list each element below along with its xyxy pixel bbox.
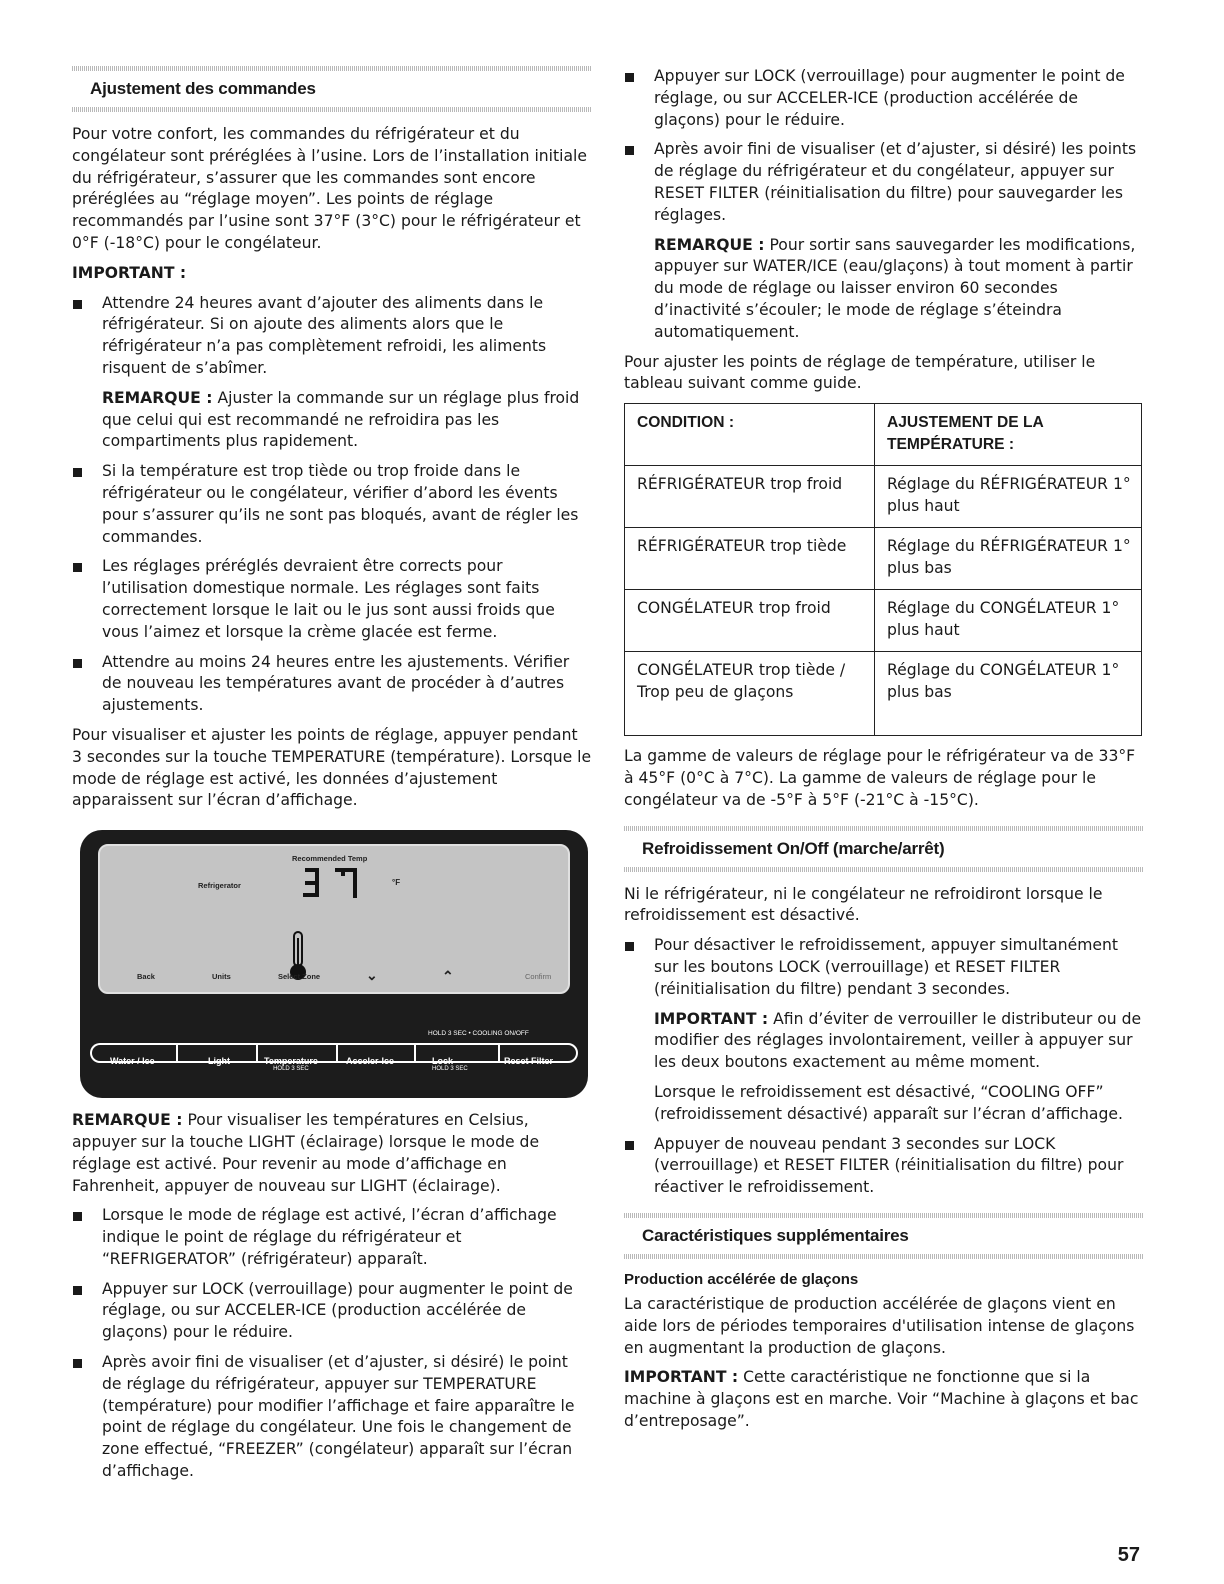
section-title: Refroidissement On/Off (marche/arrêt) bbox=[642, 838, 945, 858]
select-zone-button[interactable]: Select Zone bbox=[278, 972, 321, 982]
table-cell: Réglage du RÉFRIGÉRATEUR 1° plus bas bbox=[875, 528, 1142, 590]
important-paragraph: IMPORTANT : Cette caractéristique ne fonctionne que si la machine à glaçons est en marche. Voir “Machine à glaçons et bac d’entreposage”. bbox=[624, 1368, 1139, 1430]
table-cell: CONGÉLATEUR trop froid bbox=[625, 590, 875, 652]
paragraph: Ni le réfrigérateur, ni le congélateur ne refroidiront lorsque le refroidissement est désactivé. bbox=[624, 884, 1103, 925]
temperature-guide-table bbox=[624, 403, 1142, 736]
range-paragraph: La gamme de valeurs de réglage pour le réfrigérateur va de 33°F à 45°F (0°C à 7°C). La gamme de valeurs de réglage pour le congélateur va de -5°F à 5°F (-21°C à -15°C). bbox=[624, 747, 1136, 809]
paragraph: La caractéristique de production accélérée de glaçons vient en aide lors de périodes temporaires d'utilisation intense de glaçons en augmentant la production de glaçons. bbox=[624, 1294, 1135, 1357]
note-paragraph: REMARQUE : Pour sortir sans sauvegarder les modifications, appuyer sur WATER/ICE (eau/glaçons) à tout moment à partir du mode de réglage ou laisser environ 60 secondes d’inactivité s’écouler; le mode de réglage s’éteindra automatiquement. bbox=[654, 235, 1136, 341]
column-header: AJUSTEMENT DE LA TEMPÉRATURE : bbox=[875, 404, 1142, 466]
list-item: Appuyer sur LOCK (verrouillage) pour augmenter le point de réglage, ou sur ACCELER-ICE (production accélérée de glaçons) pour le réduire. bbox=[72, 1279, 592, 1344]
note-paragraph: REMARQUE : Ajuster la commande sur un réglage plus froid que celui qui est recommandé ne refroidira pas les compartiments plus rapidement. bbox=[102, 388, 580, 451]
chevron-down-icon[interactable]: ⌄ bbox=[366, 967, 378, 984]
lock-button[interactable]: Lock HOLD 3 SEC bbox=[432, 1056, 468, 1073]
table-cell: Réglage du CONGÉLATEUR 1° plus bas bbox=[875, 652, 1142, 736]
list-item: Attendre au moins 24 heures entre les ajustements. Vérifier de nouveau les températures avant de procéder à d’autres ajustements. bbox=[72, 652, 592, 717]
temperature-digits bbox=[295, 866, 375, 908]
light-button[interactable]: Light bbox=[208, 1056, 230, 1067]
section-heading-cooling bbox=[624, 826, 1144, 872]
subsection-title: Production accélérée de glaçons bbox=[624, 1270, 859, 1288]
paragraph: Pour visualiser et ajuster les points de réglage, appuyer pendant 3 secondes sur la touche TEMPERATURE (température). Lorsque le mode de réglage est activé, les données d’ajustement apparaissent sur l’écran d’affichage. bbox=[72, 725, 592, 810]
unit-label: °F bbox=[392, 878, 401, 888]
list-item: Lorsque le mode de réglage est activé, l’écran d’affichage indique le point de réglage du réfrigérateur et “REFRIGERATOR” (réfrigérateur) apparaît. bbox=[72, 1205, 592, 1270]
zone-label: Refrigerator bbox=[198, 881, 241, 891]
back-button[interactable]: Back bbox=[137, 972, 155, 982]
section-heading-features bbox=[624, 1213, 1144, 1259]
paragraph: Lorsque le refroidissement est désactivé, “COOLING OFF” (refroidissement désactivé) apparaît sur l’écran d’affichage. bbox=[654, 1082, 1123, 1123]
column-header: CONDITION : bbox=[625, 404, 875, 466]
recommended-label: Recommended Temp bbox=[292, 854, 368, 864]
table-row bbox=[625, 652, 1142, 736]
list-item: Après avoir fini de visualiser (et d’ajuster, si désiré) le point de réglage du réfrigérateur, appuyer sur TEMPERATURE (température) pour modifier l’affichage et faire apparaître le point de réglage du congélateur. Une fois le changement de zone effectué, “FREEZER” (congélateur) apparaît sur l’écran d’affichage. bbox=[72, 1352, 592, 1483]
display-screen bbox=[98, 844, 570, 994]
temperature-button[interactable]: Temperature HOLD 3 SEC bbox=[264, 1056, 318, 1073]
list-item: Pour désactiver le refroidissement, appuyer simultanément sur les boutons LOCK (verrouillage) et RESET FILTER (réinitialisation du filtre) pendant 3 secondes. bbox=[624, 935, 1144, 1000]
list-item: Après avoir fini de visualiser (et d’ajuster, si désiré) les points de réglage du réfrigérateur et du congélateur, appuyer sur RESET FILTER (réinitialisation du filtre) pour sauvegarder les réglages. bbox=[624, 139, 1144, 226]
page-number: 57 bbox=[1117, 1544, 1140, 1566]
chevron-up-icon[interactable]: ⌃ bbox=[442, 968, 454, 985]
confirm-button[interactable]: Confirm bbox=[525, 972, 552, 982]
right-column bbox=[624, 66, 1144, 1441]
important-label: IMPORTANT : bbox=[72, 263, 187, 282]
table-cell: Réglage du CONGÉLATEUR 1° plus haut bbox=[875, 590, 1142, 652]
acceler-ice-button[interactable]: Acceler-Ice bbox=[346, 1056, 395, 1067]
list-item: Appuyer de nouveau pendant 3 secondes sur LOCK (verrouillage) et RESET FILTER (réinitialisation du filtre) pour réactiver le refroidissement. bbox=[624, 1134, 1144, 1199]
list-item: Si la température est trop tiède ou trop froide dans le réfrigérateur ou le congélateur, vérifier d’abord les évents pour s’assurer qu’ils ne sont pas bloqués, avant de régler les commandes. bbox=[72, 461, 592, 548]
section-title: Caractéristiques supplémentaires bbox=[642, 1225, 909, 1245]
note-paragraph: REMARQUE : Pour visualiser les températures en Celsius, appuyer sur la touche LIGHT (éclairage) lorsque le mode de réglage est activé. Pour revenir au mode d’affichage en Fahrenheit, appuyer de nouveau sur LIGHT (éclairage). bbox=[72, 1111, 540, 1195]
table-cell: RÉFRIGÉRATEUR trop tiède bbox=[625, 528, 875, 590]
water-ice-button[interactable]: Water / Ice bbox=[110, 1056, 155, 1067]
table-cell: Réglage du RÉFRIGÉRATEUR 1° plus haut bbox=[875, 466, 1142, 528]
table-row bbox=[625, 590, 1142, 652]
reset-filter-button[interactable]: Reset Filter bbox=[504, 1056, 554, 1067]
table-row bbox=[625, 528, 1142, 590]
list-item: Appuyer sur LOCK (verrouillage) pour augmenter le point de réglage, ou sur ACCELER-ICE (production accélérée de glaçons) pour le réduire. bbox=[624, 66, 1144, 131]
section-heading-commands bbox=[72, 66, 592, 112]
table-intro: Pour ajuster les points de réglage de température, utiliser le tableau suivant comme guide. bbox=[624, 352, 1096, 393]
list-item: Les réglages préréglés devraient être corrects pour l’utilisation domestique normale. Les réglages sont faits correctement lorsque le lait ou le jus sont aussi froids que vous l’aimez et lorsque la crème glacée est ferme. bbox=[72, 556, 592, 643]
table-cell: CONGÉLATEUR trop tiède / Trop peu de glaçons bbox=[625, 652, 875, 736]
left-column bbox=[72, 66, 592, 1491]
control-panel-illustration bbox=[80, 830, 588, 1098]
units-button[interactable]: Units bbox=[212, 972, 231, 982]
section-title: Ajustement des commandes bbox=[90, 79, 316, 98]
intro-paragraph: Pour votre confort, les commandes du réfrigérateur et du congélateur sont préréglées à l’usine. Lors de l’installation initiale du réfrigérateur, s’assurer que les commandes sont encore préréglées au “réglage moyen”. Les points de réglage recommandés par l’usine sont 37°F (3°C) pour le réfrigérateur et 0°F (-18°C) pour le congélateur. bbox=[72, 125, 587, 252]
table-cell: RÉFRIGÉRATEUR trop froid bbox=[625, 466, 875, 528]
hold-indicator: HOLD 3 SEC • COOLING ON/OFF bbox=[428, 1030, 529, 1038]
list-item: Attendre 24 heures avant d’ajouter des aliments dans le réfrigérateur. Si on ajoute des aliments alors que le réfrigérateur n’a pas complètement refroidi, les aliments risquent de s’abîmer. bbox=[72, 293, 592, 380]
table-row bbox=[625, 466, 1142, 528]
table-header-row bbox=[625, 404, 1142, 466]
important-paragraph: IMPORTANT : Afin d’éviter de verrouiller le distributeur ou de modifier des réglages involontairement, veiller à appuyer sur les deux boutons exactement au même moment. bbox=[654, 1009, 1142, 1072]
